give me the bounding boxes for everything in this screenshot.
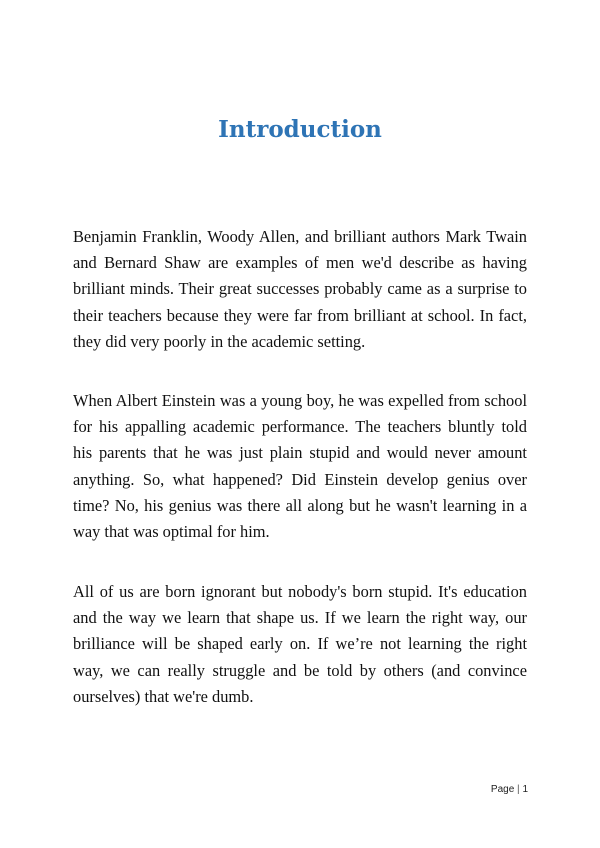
paragraph-3: All of us are born ignorant but nobody's born stupid. It's education and the way we learn that shape us. If we learn the right way, our brilliance will be shaped early on. If we’re not learning the right way, we can really struggle and be told by others (and convince ourselves) that we're dumb.	[73, 582, 527, 706]
page-label: Page	[490, 784, 515, 795]
page-footer	[491, 784, 528, 795]
footer-separator: |	[517, 784, 520, 795]
paragraph-2: When Albert Einstein was a young boy, he was expelled from school for his appalling academic performance. The teachers bluntly told his parents that he was just plain stupid and would never amount anything. So, what happened? Did Einstein develop genius over time? No, his genius was there all along but he wasn't learning in a way that was optimal for him.	[73, 391, 527, 542]
paragraph-1: Benjamin Franklin, Woody Allen, and brilliant authors Mark Twain and Bernard Shaw are examples of men we'd describe as having brilliant minds. Their great successes probably came as a surprise to their teachers because they were far from brilliant at school. In fact, they did very poorly in the academic setting.	[73, 227, 527, 351]
page-number: 1	[522, 784, 528, 795]
page-title: Introduction	[218, 116, 382, 143]
